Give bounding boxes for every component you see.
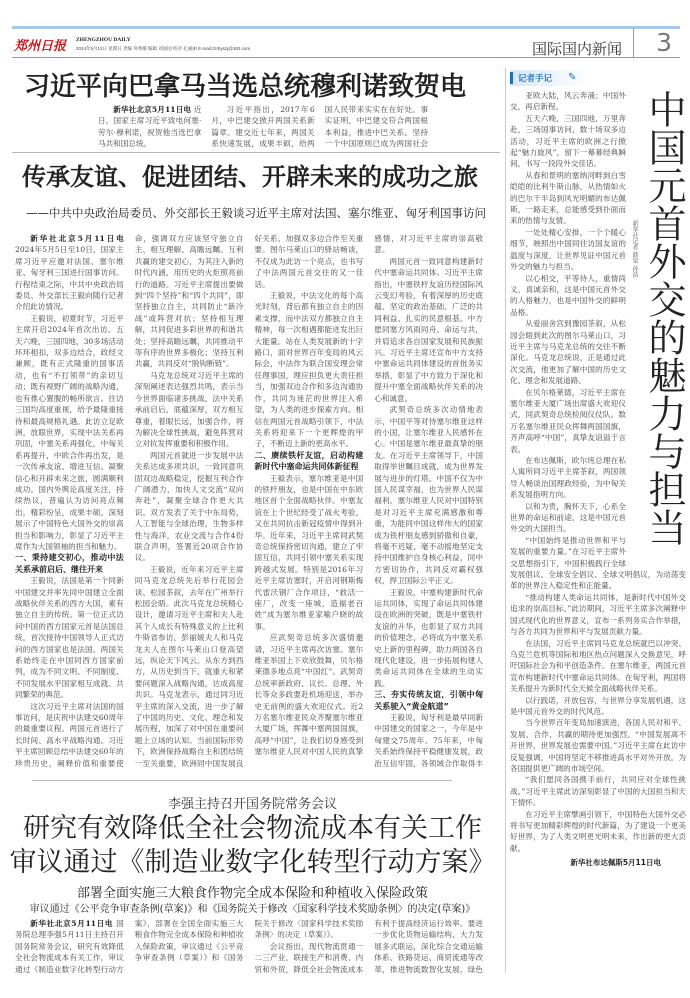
paragraph: “中国始终是推动世界和平与发展的重要力量。”在习近平主席外交思想指引下，中国积极践行全球发展倡议、全球安全倡议、全球文明倡议，为动荡变革的世界注入稳定性和正能量。: [510, 535, 686, 591]
paragraph: 从爱丽舍宫到豫园茶叙，从松园会晤到此次的图尔马莱山口，习近平主席与马克龙总统的交往不断深化。马克龙总统说，正是通过此次交流，他更加了解中国的历史文化、理念和发展道路。: [510, 319, 626, 386]
paragraph: 会议指出，现代物流贯通一二三产业，联接生产和消费、内贸和外贸，降低全社会物流成本有利于提高经济运行效率。要进一步优化货物运输结构，大力发展多式联运，深化综合交通运输体系、铁路货运、商贸流通等改革，推进物流数智化发展、绿色: [254, 919, 483, 974]
article1-headline: 习近平向巴拿马当选总统穆利诺致贺电: [24, 72, 467, 102]
lead-paragraph: [98, 104, 201, 150]
section-subheading: 二、赓续铁杆友谊，启动构建新时代中塞命运共同体新征程: [254, 450, 364, 472]
reporter-notes-tag: [510, 70, 590, 86]
paragraph: 武契奇总统多次动情地表示，中国平等对待塞尔维亚这样的小国，让塞尔维亚人民感怀在心。中国是塞尔维亚最真挚的朋友。在习近平主席领导下，中国取得举世瞩目成就，成为世界发展与进步的灯塔。中国不仅为中国人民谋幸福，也为世界人民谋福利。塞尔维亚人民对中国特别是对习近平主席充满感激和尊重，为能同中国这样伟大的国家成为铁杆朋友感到骄傲和自豪，将毫不迟疑、毫不动摇地坚定支持中国维护自身核心利益，同中方密切协作，共同反对霸权强权，捍卫国际公平正义。: [374, 405, 483, 586]
paragraph: 在法国，习近平主席同马克龙总统就巴以冲突、乌克兰危机等国际和地区热点问题深入交换意见，呼吁国际社会为和平创造条件。在塞尔维亚，两国元首宣布构建新时代中塞命运共同体。在匈牙利，两国将关系提升为新时代全天候全面战略伙伴关系。: [510, 638, 686, 694]
paragraph: 在习近平主席擘画引领下，中国特色大国外交必将书写更加精彩辉煌的时代新篇，为了建设一个更美好世界，为了人类文明更光明未来，作出新的更大贡献。: [510, 809, 686, 853]
column-title-block: [630, 90, 686, 560]
paragraph: “我们愿同各国携手前行，共同应对全球性挑战。”习近平主席此访深刻彰显了中国的大国担当和天下情怀。: [510, 775, 686, 808]
column-body: [510, 90, 686, 869]
paragraph: 两国元首就进一步发展中法关系达成多项共识，一致同意巩固双边战略稳定，挖掘互利合作广阔潜力，加快人文交流“双向奔赴”，凝聚全球合作更大共识。双方发表了关于中东局势，人工智能与全球治理，生物多样性与海洋，农业交流与合作4份联合声明，签署近20项合作协议。: [134, 450, 244, 563]
article2-body: [15, 233, 483, 775]
article2-subtitle: ——中共中央政治局委员、外交部长王毅谈习近平主席对法国、塞尔维亚、匈牙利国事访问: [26, 206, 486, 220]
paragraph: 王毅说，中塞构建新时代命运共同体，实现了命运共同体建设在欧洲的突破，既是中塞铁杆友谊的升华，也彰显了双方共同的价值理念，必将成为中塞关系史上新的里程碑，助力两国各自现代化建设，进一步拓展构建人类命运共同体在全球的生动实践。: [374, 587, 483, 688]
column-divider: [505, 68, 506, 973]
paragraph: 王毅说，初夏时节，习近平主席开启2024年首次出访。五天六晚，三国四地，30多场活动环环相扣，双多边结合，政经文兼顾，既有正式隆重的国事活动，也有“不打领带”的亲切互动；既有视野广阔的战略沟通，也有推心置腹的畅所欲言。往访三国均高度重视，给予最隆重接待和最高规格礼遇。此访立足欧洲，放眼世界，实现中法关系再巩固，中塞关系再强化，中匈关系再提升，中欧合作再出发，是一次传承友谊、增进互信、凝聚信心和开辟未来之旅，圆满顺利成功。国内外舆论高度关注，持续热议，普遍认为访问亮点频出，精彩纷呈，成果丰硕，深刻展示了中国特色大国外交的崇高担当和影响力，彰显了习近平主席作为大国领袖的担当和魅力。: [15, 313, 124, 551]
article2-headline: 传承友谊、促进团结、开辟未来的成功之旅: [22, 163, 478, 191]
paragraph: 习近平指出，2017年6月，中巴建交掀开两国关系新篇章。建交近七年来，两国关系快速发展，成果丰硕，给两国人民带来实实在在好处。事实证明，中巴建交符合两国根本利益，推进中巴关系、坚持一个中国原则已成为两国社会: [211, 105, 428, 149]
paragraph: 五天六晚，三国四地，万里奔赴，三场国事访问，数十场双多边活动，习近平主席的欧洲之行掀起“魅力旋风”，留下一幕幕经典瞬间，书写一段段外交佳话。: [510, 113, 626, 169]
masthead: [12, 28, 680, 58]
paragraph: 王毅表示，塞尔维亚是中国的铁杆朋友，也是中国在中东欧地区首个全面战略伙伴。中塞友谊在上个世纪经受了战火考验，又在共同抗击新冠疫情中得到升华。近年来，习近平主席同武契奇总统保持密切沟通，建立了牢固互信，共同引领中塞关系实现跨越式发展。特别是2016年习近平主席访塞时，开启河钢斯梅代雷沃钢厂合作项目，“救活一座厂，改变一座城，造福老百姓”成为塞尔维亚家喻户晓的故事。: [254, 473, 364, 631]
divider: [12, 152, 500, 153]
pen-icon: ✎: [568, 72, 577, 83]
paragraph: 两国元首一致同意构建新时代中塞命运共同体。习近平主席指出，中塞铁杆友谊历经国际风云变幻考验，有着深厚的历史底蕴、坚定的政治基础、广泛的共同利益、扎实的民意根基。中方愿同塞方风雨同舟、命运与共，并肩追求各自国家发展和民族振兴。习近平主席还宣布中方支持中塞命运共同体建设的首批务实举措，彰显了中方致力于深化和提升中塞全面战略伙伴关系的决心和诚意。: [374, 256, 483, 403]
dateline: 新华社北京5月11日电: [30, 234, 124, 243]
divider: [32, 780, 452, 781]
section-subheading: 三、夯实传统友谊，引领中匈关系驶入“黄金航道”: [374, 690, 483, 711]
paragraph: 应武契奇总统多次盛情邀请，习近平主席再次访塞。塞尔维亚举国上下欢欣鼓舞，贝尔格莱德多地点亮“中国红”。武契奇总统率新政府、议长、总理、外长等众多政要赴机场迎送，举办史无前例的盛大欢迎仪式。近2万名塞尔维亚民众齐聚塞尔维亚大厦广场，挥舞中塞两国国旗，高呼“中国”，让我们切身感受到塞尔维亚人民对中国人民的真挚感情，对习近平主席的崇高敬意。: [254, 234, 483, 757]
paragraph: 在贝尔格莱德，习近平主席在塞尔维亚大厦广场出席盛大欢迎仪式，同武契奇总统检阅仪仗队。数万名塞尔维亚民众挥舞两国国旗，齐声高呼“中国”，真挚友谊溢于言表。: [510, 387, 626, 454]
commentary-column: [510, 70, 686, 975]
section-title: 国际国内新闻: [531, 40, 622, 58]
dateline: 新华社北京5月11日电: [113, 105, 192, 114]
top-color-bar: [12, 26, 680, 29]
paragraph: “推动构建人类命运共同体，是新时代中国外交追求的崇高目标。”此访期间，习近平主席多次阐释中国式现代化的世界意义，宣布一系列务实合作举措，与各方共同为世界和平与发展贡献力量。: [510, 592, 686, 637]
tag-label: 记者手记: [510, 72, 552, 84]
paragraph: 王毅说，近年来习近平主席同马克龙总统先后举行花园会谈、松园茶叙，去年在广州举行松园会晤。此次马克龙总统精心设计，邀请习近平主席和夫人赴其个人成长有特殊意义的上比利牛斯省参访，彭丽媛夫人和马克龙夫人在图尔马莱山口登高望远，纵论天下风云。从东方到西方，从历史到当下，就重大和紧要问题深入战略沟通，达成高度共识。马克龙表示，通过同习近平主席的深入交流，进一步了解了中国的历史、文化、理念和发展历程，加深了对中国在重要问题上立场的认知。当前国际形势下，欧洲保持战略自主和团结统一至关重要，欧洲同中国发展良好关系、加强双多边合作至关重要。图尔马莱山口的驿站畅谈，不仅成为此访一个亮点，也书写了中法两国元首交往的又一佳话。: [134, 234, 364, 768]
article3-headline-line1: 研究有效降低全社会物流成本有关工作: [23, 813, 482, 844]
paragraph: 马克龙总统对习近平主席的深刻阐述表达强烈共鸣，表示当今世界面临诸多挑战，法中关系承前启后，底蕴深厚，双方相互尊重，着眼长远，加强合作，将为解决全球性挑战，避免阵营对立对抗发挥重要和积极作用。: [134, 370, 244, 449]
issue-meta: 2024年5月12日 星期日 责编 何秀娥 编辑 刘国园 校对 孔丽丽 E-mail:zzrbyszj@163.com: [76, 46, 251, 51]
lead-text: 近日，国家主席习近平致电何塞·劳尔·穆利诺，祝贺他当选巴拿马共和国总统。: [98, 105, 202, 149]
article3-subhead1: 部署全面实施三大粮食作物完全成本保险和种植收入保险政策: [76, 886, 428, 901]
paragraph: 在布达佩斯，欧尔班总理在私人寓所同习近平主席茶叙，两国领导人畅谈治国理政经验，为中匈关系发展指明方向。: [510, 456, 626, 500]
paragraph: 王毅说，匈牙利是最早同新中国建交的国家之一，今年是中匈建交75周年。75年来，中匈关系始终保持平稳健康发展，政治互信牢固，各领域合作取得丰: [374, 713, 483, 768]
paragraph: 当今世界百年变局加速演进，各国人民对和平、发展、合作、共赢的期待更加强烈。“中国发展离不开世界，世界发展也需要中国。”习近平主席在此访中反复强调，中国将坚定不移推进高水平对外开放，为各国提供更广阔的市场空间。: [510, 718, 686, 773]
column-title: 中国元首外交的魅力与担当: [642, 90, 686, 546]
section-subheading: 一、秉持建交初心，推动中法关系承前启后、继往开来: [15, 553, 124, 574]
header-divider: [633, 28, 634, 58]
paragraph: 王毅说，法国是第一个同新中国建交并率先同中国建立全面战略伙伴关系的西方大国，素有独立自主的传统。第一位正式访问中国的西方国家元首是法国总统，首次接待中国领导人正式访问的西方国家也是法国。两国关系始终走在中国同西方国家前列，成为不同文明、不同制度、不同发展水平国家相互成就、共同繁荣的典范。: [15, 576, 124, 700]
english-name: ZHENGZHOU DAILY: [76, 37, 131, 43]
lead-paragraph: [15, 233, 124, 313]
paragraph: 以心相交，平等待人，重情尚义，真诚亲和，这是中国元首外交的人格魅力，也是中国外交的鲜明品格。: [510, 273, 626, 317]
dateline: 新华社北京5月11日电: [30, 919, 114, 928]
lead-text: 2024年5月5日至10日，国家主席习近平应邀对法国、塞尔维亚、匈牙利三国进行国事访问。行程结束之际，中共中央政治局委员、外交部长王毅向随行记者介绍此访情况。: [15, 245, 124, 312]
paragraph: 以和为贵，胸怀天下，心系全世界的命运和前途，这是中国元首外交的大国担当。: [510, 501, 626, 534]
lead-text: 国务院总理李强5月11日主持召开国务院常务会议，研究有效降低全社会物流成本有关工作，审议通过《制造业数字化转型行动方案》，部署在全国全面实施三大粮食作物完全成本保险和种植收入保险政策，审议通过《公平竞争审查条例（草案）》和《国务院关于修改〈国家科学技术奖励条例〉的决定（草案）》。: [15, 919, 364, 974]
paragraph: 这次习近平主席对法国的国事访问，是庆祝中法建交60周年的最重要议程。两国元首进行了长时间、高水平战略沟通。习近平主席回顾总结中法建交60年的珍贵历史，阐释价值和重要使命，强调双方应该坚守独立自主、相互理解、高瞻远瞩、互利共赢的建交初心，为其注入新的时代内涵，用历史的火炬照亮前行的道路。习近平主席提出要做到“四个坚持”和“四个共同”，即坚持独立自主，共同防止“新冷战”或阵营对抗；坚持相互理解，共同促进多彩世界的和谐共处；坚持高瞻远瞩，共同推动平等有序的世界多极化；坚持互利共赢，共同反对“脱钩断链”。: [15, 234, 244, 768]
column-byline: 新华社记者 韩梁 孙浩: [631, 220, 638, 278]
page-number: 3: [656, 28, 672, 57]
newspaper-logo: 郑州日报: [14, 39, 67, 54]
paragraph: 亚欧大陆，风云奔涌；中国外交，再启新程。: [510, 91, 626, 112]
article1-body: [98, 104, 428, 150]
article3-body: [15, 918, 483, 976]
paragraph: 一处处精心安排，一个个暖心细节，映照出中国同往访国友谊的温度与深度，让世界见证中国元首外交的魅力与担当。: [510, 227, 626, 272]
article3-subhead2: 审议通过《公平竞争审查条例(草案)》和《国务院关于修改〈国家科学技术奖励条例〉的决定(草案)》: [29, 904, 476, 915]
paragraph: 以行践诺，开放包容，与世界分享发展机遇，这是中国元首外交的时代风范。: [510, 695, 686, 716]
paragraph: 从春和景明的塞纳河畔到白雪皑皑的比利牛斯山脉，从热情如火的巴尔干半岛到风光明媚的布达佩斯，一路走来，总能感受到扑面而来的热情与友情。: [510, 170, 626, 226]
article3-headline-line2: 审议通过《制造业数字化转型行动方案》: [9, 847, 496, 878]
column-dateline: 新华社布达佩斯5月11日电: [570, 858, 661, 868]
paragraph: 王毅说，中法文化的每个高光时刻，背后都有独立自主的因素支撑，而中法双方都独立自主精神，每一次相遇都能迸发出巨大能量。站在人类发展新的十字路口，面对世界百年变局的风云际会，中法作为联合国安理会常任理事国，理应担负更大责任担当，加强双边合作和多边沟通协作，共同为迷茫的世界注入希望，为人类的进步探索方向。相信在两国元首战略引领下，中法关系将迎来下一个更辉煌的甲子，不断迈上新的更高水平。: [254, 291, 364, 449]
article3-kicker: 李强主持召开国务院常务会议: [167, 797, 337, 812]
